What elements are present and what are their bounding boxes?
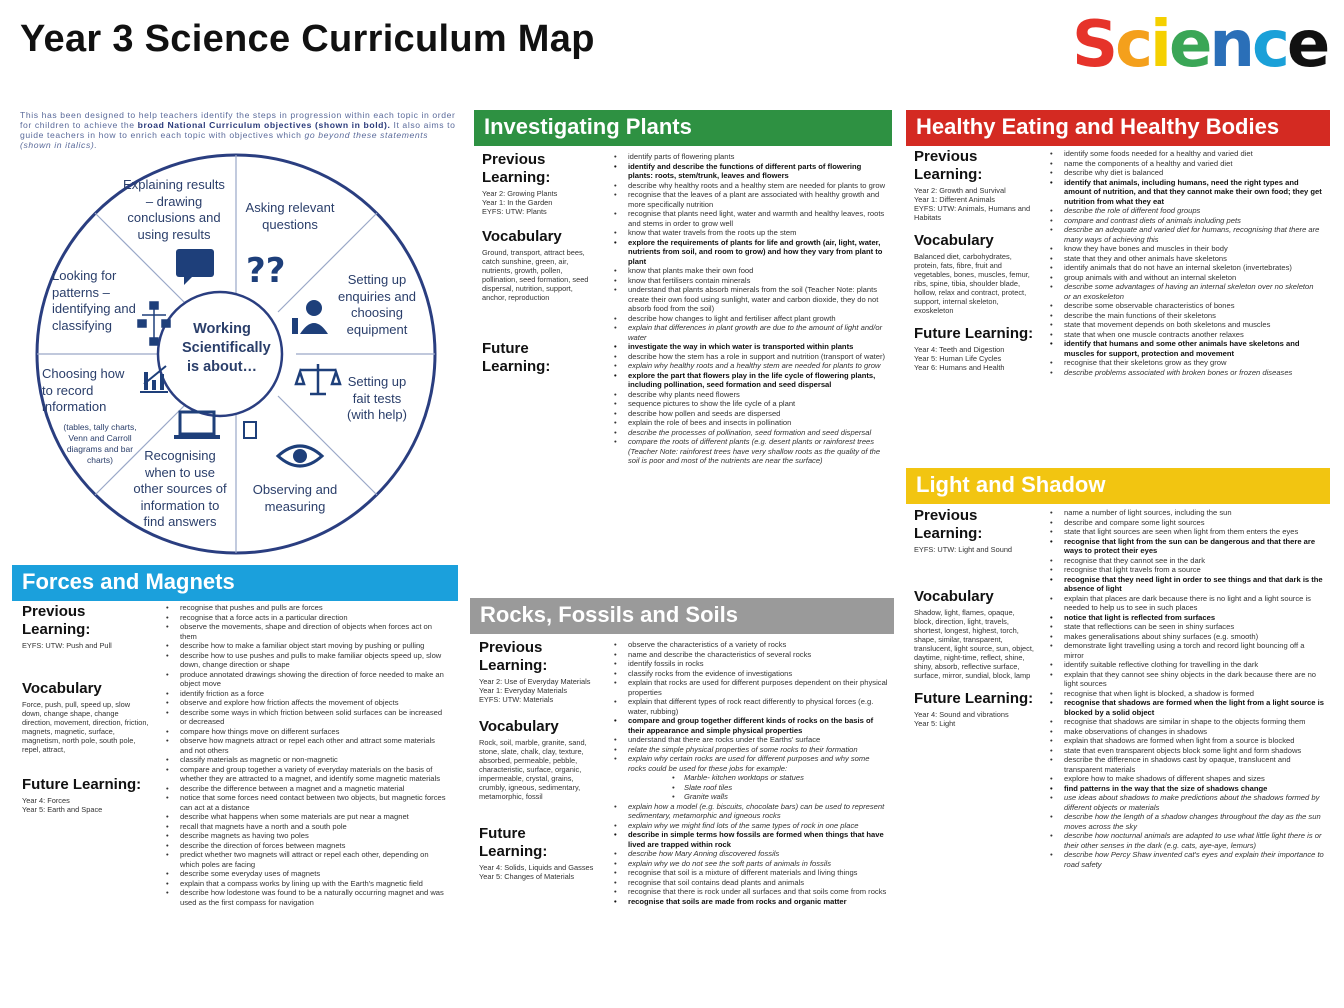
page-title: Year 3 Science Curriculum Map: [20, 18, 595, 60]
healthy-previous-heading: Previous Learning:: [914, 148, 983, 183]
forces-previous-list: [22, 641, 150, 650]
forces-objective: • observe and explore how friction affects the movement of objects: [166, 698, 448, 708]
working-scientifically-wheel: [34, 152, 438, 556]
forces-objective: • describe how to use pushes and pulls to make familiar objects speed up, slow down, change direction or shape: [166, 651, 448, 670]
light-objective: • recognise that when light is blocked, a shadow is formed: [1050, 689, 1324, 699]
rocks-objective: • recognise that soils are made from rocks and organic matter: [614, 897, 888, 907]
forces-objective: • observe the movements, shape and direction of objects when forces act on them: [166, 622, 448, 641]
rocks-objective: • explain why we do not see the soft parts of animals in fossils: [614, 859, 888, 869]
plants-previous-heading: Previous Learning:: [482, 151, 551, 186]
healthy-objectives-list: [1050, 149, 1322, 377]
wheel-segment-recording: [42, 366, 136, 466]
forces-vocab-text: Force, push, pull, speed up, slow down, change shape, change direction, movement, direction, friction, magnets, magnetic, surface, magnetism, north pole, south pole, repel, attract,: [22, 700, 149, 754]
forces-objective: • describe some ways in which friction between solid surfaces can be increased or decreased: [166, 708, 448, 727]
rocks-objectives-list: [614, 640, 888, 906]
rocks-future-item: Year 4: Solids, Liquids and Gasses: [479, 863, 594, 872]
healthy-objective: • describe an adequate and varied diet for humans, recognising that there are many ways of achieving this: [1050, 225, 1322, 244]
light-objective: • make observations of changes in shadows: [1050, 727, 1324, 737]
healthy-objective: • name the components of a healthy and varied diet: [1050, 159, 1322, 169]
light-objective: • demonstrate light travelling using a torch and record light bouncing off a mirror: [1050, 641, 1324, 660]
plants-objective: • describe how changes to light and fertiliser affect plant growth: [614, 314, 886, 324]
plants-previous-item: Year 1: In the Garden: [482, 198, 553, 207]
rocks-objective: • explain why we might find lots of the same types of rock in one place: [614, 821, 888, 831]
plants-header: Investigating Plants: [474, 110, 892, 146]
healthy-objective: • describe why diet is balanced: [1050, 168, 1322, 178]
light-objective: • recognise that they need light in order to see things and that dark is the absence of light: [1050, 575, 1324, 594]
forces-objective: • recognise that a force acts in a particular direction: [166, 613, 448, 623]
plants-objective: • recognise that plants need light, water and warmth and healthy leaves, roots and stems in order to grow well: [614, 209, 886, 228]
light-objective: • explain that they cannot see shiny objects in the dark because there are no light sources: [1050, 670, 1324, 689]
rocks-future-list: [479, 863, 597, 881]
plants-objective: • know that water travels from the roots up the stem: [614, 228, 886, 238]
light-objective: • identify suitable reflective clothing for travelling in the dark: [1050, 660, 1324, 670]
plants-objective: • explain that differences in plant growth are due to the amount of light and/or water: [614, 323, 886, 342]
healthy-header: Healthy Eating and Healthy Bodies: [906, 110, 1330, 146]
logo-letter: n: [1209, 8, 1252, 82]
rocks-objective: • compare and group together different kinds of rocks on the basis of their appearance and simple physical properties: [614, 716, 888, 735]
rocks-objective: • Granite walls: [614, 792, 888, 802]
light-objective: • recognise that light travels from a source: [1050, 565, 1324, 575]
plants-objective: • know that fertilisers contain minerals: [614, 276, 886, 286]
forces-objective: • describe the direction of forces between magnets: [166, 841, 448, 851]
intro-pre: This has been designed to help teachers identify the steps in progression within each topic in order for children to achieve the: [20, 110, 456, 130]
light-objective: • use ideas about shadows to make predictions about the shadows formed by different objects or materials: [1050, 793, 1324, 812]
rocks-objective: • relate the simple physical properties of some rocks to their formation: [614, 745, 888, 755]
light-objective: • explain that shadows are formed when light from a source is blocked: [1050, 736, 1324, 746]
healthy-vocab-heading: Vocabulary: [914, 232, 994, 249]
forces-future-item: Year 5: Earth and Space: [22, 805, 103, 814]
wheel-segment-observing: Observing and measuring: [252, 482, 338, 514]
healthy-previous-list: [914, 186, 1034, 222]
light-vocab-text: Shadow, light, flames, opaque, block, direction, light, travels, shortest, longest, highest, torch, shape, similar, transparent, translucent, light source, sun, object, daytime, night-time, reflect, shine, shiny, absorb, reflective surface, surface, mirror, sundial, block, lamp: [914, 608, 1034, 680]
healthy-objective: • identify that humans and some other animals have skeletons and muscles for support, protection and movement: [1050, 339, 1322, 358]
logo-letter: S: [1072, 8, 1116, 82]
logo-letter: c: [1251, 8, 1287, 82]
wheel-segment-recording-label: Choosing how to record information: [42, 366, 125, 414]
forces-objective: • recall that magnets have a north and a south pole: [166, 822, 448, 832]
rocks-objective: • Slate roof tiles: [614, 783, 888, 793]
science-logo: [1072, 8, 1327, 82]
plants-objective: • describe how the stem has a role in support and nutrition (transport of water): [614, 352, 886, 362]
healthy-objective: • describe the role of different food groups: [1050, 206, 1322, 216]
rocks-objective: • recognise that there is rock under all surfaces and that soils come from rocks: [614, 887, 888, 897]
plants-objective: • describe how pollen and seeds are dispersed: [614, 409, 886, 419]
forces-objective: • explain that a compass works by lining up with the Earth's magnetic field: [166, 879, 448, 889]
light-objective: • makes generalisations about shiny surfaces (e.g. smooth): [1050, 632, 1324, 642]
plants-objective: • identify and describe the functions of different parts of flowering plants: roots, stem/trunk, leaves and flowers: [614, 162, 886, 181]
rocks-objective: • classify rocks from the evidence of investigations: [614, 669, 888, 679]
intro-bold: broad National Curriculum objectives (shown in bold).: [137, 120, 391, 130]
forces-objective: • observe how magnets attract or repel each other and attract some materials and not others: [166, 736, 448, 755]
light-previous-list: [914, 545, 1034, 554]
light-objective: • explore how to make shadows of different shapes and sizes: [1050, 774, 1324, 784]
healthy-objective: • state that they and other animals have skeletons: [1050, 254, 1322, 264]
forces-objective: • classify materials as magnetic or non-magnetic: [166, 755, 448, 765]
healthy-objective: • state that movement depends on both skeletons and muscles: [1050, 320, 1322, 330]
healthy-objective: • know they have bones and muscles in their body: [1050, 244, 1322, 254]
healthy-future-item: Year 6: Humans and Health: [914, 363, 1005, 372]
rocks-previous-item: Year 1: Everyday Materials: [479, 686, 568, 695]
light-objective: • recognise that shadows are formed when the light from a light source is blocked by a solid object: [1050, 698, 1324, 717]
healthy-future-item: Year 5: Human Life Cycles: [914, 354, 1002, 363]
plants-objective: • explain the role of bees and insects in pollination: [614, 418, 886, 428]
plants-objective: • sequence pictures to show the life cycle of a plant: [614, 399, 886, 409]
light-future-heading: Future Learning:: [914, 690, 1034, 707]
intro-italic: go beyond these statements (shown in italics).: [20, 130, 429, 150]
intro-post: It also aims to guide teachers in how to enrich each topic with objectives which: [20, 120, 456, 140]
wheel-segment-recognising: Recognising when to use other sources of information to find answers: [133, 448, 227, 529]
plants-previous-item: EYFS: UTW: Plants: [482, 207, 547, 216]
rocks-previous-heading: Previous Learning:: [479, 639, 548, 674]
light-objective: • notice that light is reflected from surfaces: [1050, 613, 1324, 623]
plants-objective: • describe why plants need flowers: [614, 390, 886, 400]
rocks-header: Rocks, Fossils and Soils: [470, 598, 894, 634]
forces-objective: • describe how lodestone was found to be a naturally occurring magnet and was used as the first compass for navigation: [166, 888, 448, 907]
plants-objective: • explore the requirements of plants for life and growth (air, light, water, nutrients from soil, and room to grow) and how they vary from plant to plant: [614, 238, 886, 267]
plants-previous-item: Year 2: Growing Plants: [482, 189, 558, 198]
light-objective: • describe and compare some light sources: [1050, 518, 1324, 528]
light-left-column: [914, 507, 1034, 728]
forces-objective: • recognise that pushes and pulls are forces: [166, 603, 448, 613]
question-marks-icon: ??: [246, 251, 286, 291]
wheel-center-label: Working Scientifically is about…: [182, 321, 271, 375]
rocks-objective: • describe how Mary Anning discovered fossils: [614, 849, 888, 859]
healthy-objective: • compare and contrast diets of animals including pets: [1050, 216, 1322, 226]
healthy-objective: • group animals with and without an internal skeleton: [1050, 273, 1322, 283]
forces-objective: • describe some everyday uses of magnets: [166, 869, 448, 879]
light-objectives-list: [1050, 508, 1324, 869]
light-objective: • state that even transparent objects block some light and form shadows: [1050, 746, 1324, 756]
forces-objective: • describe how to make a familiar object start moving by pushing or pulling: [166, 641, 448, 651]
light-previous-item: EYFS: UTW: Light and Sound: [914, 545, 1013, 554]
plants-objective: • describe why healthy roots and a healthy stem are needed for plants to grow: [614, 181, 886, 191]
plants-objective: • compare the roots of different plants (e.g. desert plants or rainforest trees (Teacher Note: rainforest trees have very shallow roots as the quality of the soil is poor and most of the nutrients are near the surface): [614, 437, 886, 466]
forces-objective: • describe the difference between a magnet and a magnetic material: [166, 784, 448, 794]
rocks-objective: • explain how a model (e.g. biscuits, chocolate bars) can be used to represent sedimentary, metamorphic and igneous rocks: [614, 802, 888, 821]
rocks-future-item: Year 5: Changes of Materials: [479, 872, 575, 881]
logo-letter: e: [1168, 8, 1210, 82]
rocks-objective: • identify fossils in rocks: [614, 659, 888, 669]
forces-previous-item: EYFS: UTW: Push and Pull: [22, 641, 112, 650]
forces-objective: • produce annotated drawings showing the direction of force needed to make an object move: [166, 670, 448, 689]
healthy-previous-item: Year 1: Different Animals: [914, 195, 995, 204]
rocks-previous-item: EYFS: UTW: Materials: [479, 695, 554, 704]
rocks-previous-list: [479, 677, 597, 704]
light-future-item: Year 5: Light: [914, 719, 956, 728]
light-objective: • describe how nocturnal animals are adapted to use what little light there is or their other senses in the dark (e.g. cats, aye-aye, lemurs): [1050, 831, 1324, 850]
forces-objective: • describe magnets as having two poles: [166, 831, 448, 841]
plants-objective: • recognise that the leaves of a plant are associated with healthy growth and more specifically nutrition: [614, 190, 886, 209]
forces-objective: • compare and group together a variety of everyday materials on the basis of whether they are attracted to a magnet, and identify some magnetic materials: [166, 765, 448, 784]
logo-letter: i: [1150, 8, 1169, 82]
wheel-segment-asking: Asking relevant questions: [245, 200, 335, 232]
rocks-objective: • describe in simple terms how fossils are formed when things that have lived are trapped within rock: [614, 830, 888, 849]
forces-objective: • notice that some forces need contact between two objects, but magnetic forces can act at a distance: [166, 793, 448, 812]
light-objective: • state that light sources are seen when light from them enters the eyes: [1050, 527, 1324, 537]
healthy-objective: • describe some observable characteristics of bones: [1050, 301, 1322, 311]
healthy-objective: • describe some advantages of having an internal skeleton over no skeleton or an exoskeleton: [1050, 282, 1322, 301]
rocks-previous-item: Year 2: Use of Everyday Materials: [479, 677, 591, 686]
plants-objective: • investigate the way in which water is transported within plants: [614, 342, 886, 352]
healthy-objective: • identify that animals, including humans, need the right types and amount of nutrition, and that they cannot make their own food; they get nutrition from what they eat: [1050, 178, 1322, 207]
light-future-list: [914, 710, 1034, 728]
forces-future-heading: Future Learning:: [22, 776, 142, 793]
wheel-segment-patterns: Looking for patterns – identifying and classifying: [52, 268, 136, 333]
rocks-objective: • explain why certain rocks are used for different purposes and why some rocks could be used for these jobs for example:: [614, 754, 888, 773]
forces-objective: • predict whether two magnets will attract or repel each other, depending on which poles are facing: [166, 850, 448, 869]
rocks-objective: • name and describe the characteristics of several rocks: [614, 650, 888, 660]
plants-future-heading: Future Learning:: [482, 340, 551, 375]
forces-objective: • compare how things move on different surfaces: [166, 727, 448, 737]
healthy-future-item: Year 4: Teeth and Digestion: [914, 345, 1005, 354]
logo-letter: c: [1115, 8, 1151, 82]
rocks-objective: • Marble- kitchen worktops or statues: [614, 773, 888, 783]
healthy-objective: • identify some foods needed for a healthy and varied diet: [1050, 149, 1322, 159]
plants-vocab-heading: Vocabulary: [482, 228, 562, 245]
forces-left-column: [22, 603, 150, 814]
plants-previous-list: [482, 189, 598, 216]
plants-objective: • understand that plants absorb minerals from the soil (Teacher Note: plants create their own food using sunlight, water and carbon dioxide, they do not absorb food from the soil): [614, 285, 886, 314]
rocks-left-column: [479, 639, 597, 881]
logo-letter: e: [1286, 8, 1328, 82]
forces-vocab-heading: Vocabulary: [22, 680, 102, 697]
rocks-objective: • understand that there are rocks under the Earths' surface: [614, 735, 888, 745]
plants-objective: • identify parts of flowering plants: [614, 152, 886, 162]
healthy-left-column: [914, 148, 1034, 372]
plants-objectives-list: [614, 152, 886, 466]
rocks-vocab-text: Rock, soil, marble, granite, sand, stone, slate, chalk, clay, texture, absorbed, permeable, pebble, characteristic, surface, organic, impermeable, crystal, grains, crumbly, igneous, sedimentary, metamorphic, fossil: [479, 738, 587, 801]
forces-objectives-list: [166, 603, 448, 907]
healthy-objective: • recognise that their skeletons grow as they grow: [1050, 358, 1322, 368]
healthy-objective: • describe the main functions of their skeletons: [1050, 311, 1322, 321]
healthy-previous-item: Year 2: Growth and Survival: [914, 186, 1006, 195]
light-objective: • describe how Percy Shaw invented cat's eyes and explain their importance to road safety: [1050, 850, 1324, 869]
light-objective: • name a number of light sources, including the sun: [1050, 508, 1324, 518]
wheel-segment-enquiries: Setting up enquiries and choosing equipment: [337, 272, 417, 337]
healthy-objective: • describe problems associated with broken bones or frozen diseases: [1050, 368, 1322, 378]
light-objective: • recognise that they cannot see in the dark: [1050, 556, 1324, 566]
light-objective: • describe the difference in shadows cast by opaque, translucent and transparent materials: [1050, 755, 1324, 774]
light-objective: • find patterns in the way that the size of shadows change: [1050, 784, 1324, 794]
healthy-vocab-text: Balanced diet, carbohydrates, protein, fats, fibre, fruit and vegetables, bones, muscles, femur, ribs, spine, tibia, shoulder blade, hollow, relax and contract, protect, support, internal skeleton, exoskeleton: [914, 252, 1030, 315]
rocks-objective: • recognise that soil contains dead plants and animals: [614, 878, 888, 888]
forces-header: Forces and Magnets: [12, 565, 458, 601]
forces-future-item: Year 4: Forces: [22, 796, 70, 805]
plants-objective: • explain why healthy roots and a healthy stem are needed for plants to grow: [614, 361, 886, 371]
light-objective: • recognise that shadows are similar in shape to the objects forming them: [1050, 717, 1324, 727]
rocks-objective: • recognise that soil is a mixture of different materials and living things: [614, 868, 888, 878]
healthy-objective: • identify animals that do not have an internal skeleton (invertebrates): [1050, 263, 1322, 273]
healthy-previous-item: EYFS: UTW: Animals, Humans and Habitats: [914, 204, 1031, 222]
plants-objective: • know that plants make their own food: [614, 266, 886, 276]
plants-vocab-text: Ground, transport, attract bees, catch sunshine, green, air, nutrients, growth, pollen, pollination, seed formation, seed dispersal, nutrition, support, anchor, reproduction: [482, 248, 589, 302]
intro-text: [20, 110, 460, 150]
forces-future-list: [22, 796, 150, 814]
healthy-future-list: [914, 345, 1034, 372]
light-future-item: Year 4: Sound and vibrations: [914, 710, 1009, 719]
plants-left-column: [482, 151, 598, 378]
healthy-objective: • state that when one muscle contracts another relaxes: [1050, 330, 1322, 340]
forces-objective: • identify friction as a force: [166, 689, 448, 699]
rocks-objective: • explain that different types of rock react differently to physical forces (e.g. water, rubbing): [614, 697, 888, 716]
rocks-objective: • observe the characteristics of a variety of rocks: [614, 640, 888, 650]
light-header: Light and Shadow: [906, 468, 1330, 504]
light-objective: • explain that places are dark because there is no light and a light source is needed to help us to see in such places: [1050, 594, 1324, 613]
healthy-future-heading: Future Learning:: [914, 325, 1034, 342]
wheel-segment-fair-tests: Setting up fait tests (with help): [347, 374, 407, 422]
light-objective: • describe how the length of a shadow changes throughout the day as the sun moves across the sky: [1050, 812, 1324, 831]
light-previous-heading: Previous Learning:: [914, 507, 983, 542]
forces-objective: • describe what happens when some materials are put near a magnet: [166, 812, 448, 822]
rocks-objective: • explain that rocks are used for different purposes dependent on their physical properties: [614, 678, 888, 697]
forces-previous-heading: Previous Learning:: [22, 603, 91, 638]
plants-objective: • describe the processes of pollination, seed formation and seed dispersal: [614, 428, 886, 438]
wheel-segment-recording-note: (tables, tally charts, Venn and Carroll diagrams and bar charts): [63, 421, 137, 465]
wheel-segment-explaining: Explaining results – drawing conclusions and using results: [123, 177, 225, 242]
light-objective: • state that reflections can be seen in shiny surfaces: [1050, 622, 1324, 632]
light-vocab-heading: Vocabulary: [914, 588, 994, 605]
plants-objective: • explore the part that flowers play in the life cycle of flowering plants, including pollination, seed formation and seed dispersal: [614, 371, 886, 390]
light-objective: • recognise that light from the sun can be dangerous and that there are ways to protect their eyes: [1050, 537, 1324, 556]
rocks-vocab-heading: Vocabulary: [479, 718, 559, 735]
rocks-future-heading: Future Learning:: [479, 825, 548, 860]
